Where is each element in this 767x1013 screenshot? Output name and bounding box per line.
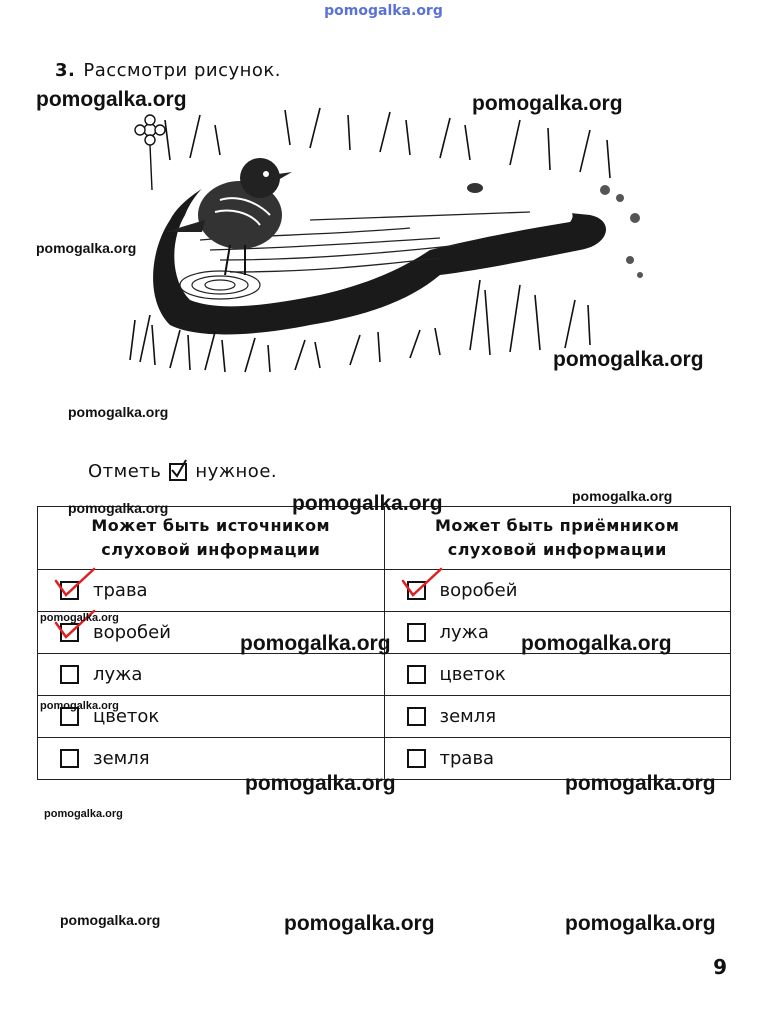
watermark: pomogalka.org bbox=[44, 808, 123, 820]
right-item-label: лужа bbox=[439, 622, 489, 643]
right-item-label: цветок bbox=[439, 664, 506, 685]
sparrow-puddle-illustration bbox=[110, 100, 670, 380]
right-item-label: земля bbox=[439, 706, 497, 727]
right-checkbox[interactable] bbox=[407, 665, 426, 684]
right-cell bbox=[384, 696, 731, 738]
watermark: pomogalka.org bbox=[40, 612, 119, 624]
right-column-header: Может быть приёмником слуховой информации bbox=[384, 507, 731, 570]
red-check-mark-icon bbox=[54, 567, 98, 601]
watermark: pomogalka.org bbox=[565, 772, 716, 795]
watermark: pomogalka.org bbox=[60, 912, 161, 928]
watermark: pomogalka.org bbox=[240, 632, 391, 655]
left-checkbox[interactable] bbox=[60, 749, 79, 768]
left-checkbox[interactable] bbox=[60, 581, 79, 600]
watermark: pomogalka.org bbox=[68, 404, 169, 420]
left-item-label: лужа bbox=[93, 664, 143, 685]
red-check-mark-icon bbox=[401, 567, 445, 601]
instruction-line bbox=[88, 461, 277, 482]
task-heading bbox=[55, 60, 281, 81]
left-checkbox[interactable] bbox=[60, 665, 79, 684]
watermark: pomogalka.org bbox=[68, 500, 169, 516]
watermark: pomogalka.org bbox=[553, 348, 704, 371]
right-item-label: трава bbox=[439, 748, 495, 769]
right-checkbox[interactable] bbox=[407, 623, 426, 642]
left-checkbox[interactable] bbox=[60, 623, 79, 642]
left-item-label: земля bbox=[93, 748, 150, 769]
task-number: 3. bbox=[55, 60, 76, 81]
left-item-label: воробей bbox=[93, 622, 171, 643]
left-cell bbox=[38, 654, 385, 696]
left-column-header: Может быть источником слуховой информации bbox=[38, 507, 385, 570]
watermark: pomogalka.org bbox=[40, 700, 119, 712]
watermark: pomogalka.org bbox=[245, 772, 396, 795]
table-row bbox=[38, 654, 731, 696]
right-cell bbox=[384, 570, 731, 612]
page-number: 9 bbox=[713, 955, 727, 979]
watermark: pomogalka.org bbox=[292, 492, 443, 515]
watermark: pomogalka.org bbox=[521, 632, 672, 655]
watermark: pomogalka.org bbox=[36, 240, 137, 256]
checked-box-icon bbox=[169, 463, 187, 481]
right-checkbox[interactable] bbox=[407, 581, 426, 600]
right-checkbox[interactable] bbox=[407, 749, 426, 768]
watermark: pomogalka.org bbox=[36, 88, 187, 111]
left-item-label: цветок bbox=[93, 706, 160, 727]
left-item-label: трава bbox=[93, 580, 148, 601]
watermark: pomogalka.org bbox=[284, 912, 435, 935]
left-cell bbox=[38, 570, 385, 612]
table-row bbox=[38, 696, 731, 738]
top-url-watermark: pomogalka.org bbox=[324, 3, 443, 19]
instruction-after: нужное. bbox=[195, 461, 278, 482]
watermark: pomogalka.org bbox=[472, 92, 623, 115]
task-text: Рассмотри рисунок. bbox=[83, 60, 282, 81]
right-checkbox[interactable] bbox=[407, 707, 426, 726]
watermark: pomogalka.org bbox=[565, 912, 716, 935]
instruction-before: Отметь bbox=[88, 461, 162, 482]
right-cell bbox=[384, 654, 731, 696]
right-item-label: воробей bbox=[439, 580, 518, 601]
table-row bbox=[38, 570, 731, 612]
watermark: pomogalka.org bbox=[572, 488, 673, 504]
